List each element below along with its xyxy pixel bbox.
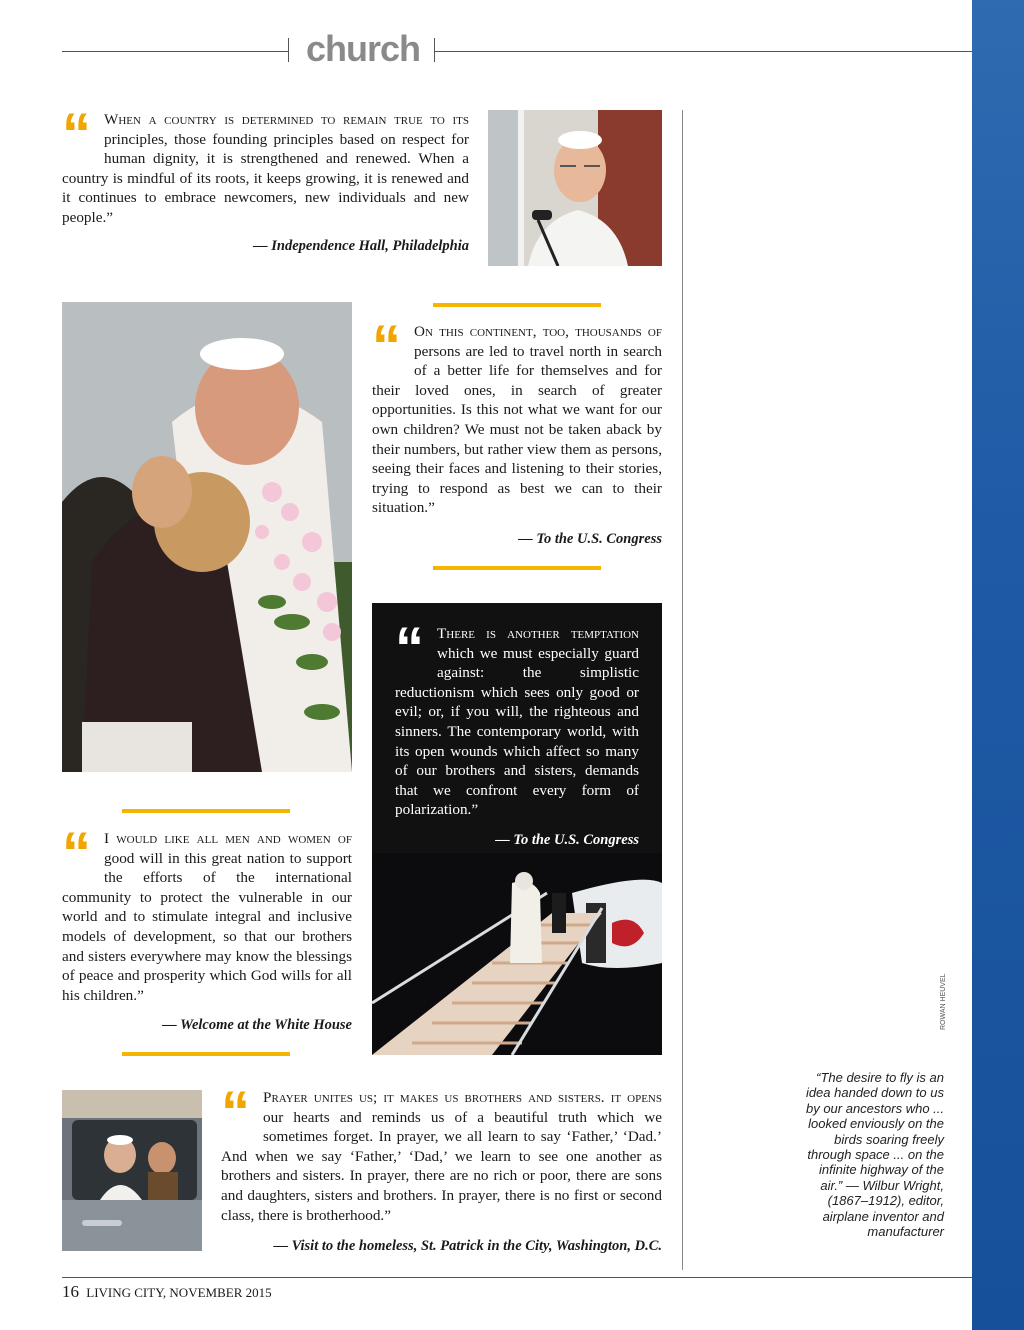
header-rule-left: [62, 51, 288, 52]
quote-attribution: — Welcome at the White House: [162, 1017, 352, 1033]
photo-pope-embrace: [62, 302, 352, 772]
quote-attribution: — Independence Hall, Philadelphia: [253, 238, 469, 254]
photo-pope-boarding-plane: [372, 853, 662, 1055]
quote-attribution: — To the U.S. Congress: [495, 832, 639, 848]
header-tick-left: [288, 38, 289, 62]
quote-mark-icon: “: [62, 821, 91, 886]
quote-mark-icon: “: [221, 1080, 250, 1145]
quote-attribution: — To the U.S. Congress: [518, 531, 662, 547]
quote-mark-icon: “: [395, 616, 424, 681]
quote-independence-hall: [62, 102, 469, 228]
quote-body: good will in this great nation to support the efforts of the international community to protect the vulnerable in our world and to stimulate integral and inclusive models of development, so that our brothers and sisters everywhere may know the blessings of peace and prosperity which God wills for all his children.”: [62, 849, 352, 1004]
yellow-rule-top: [122, 809, 290, 813]
quote-prayer: [221, 1080, 662, 1225]
header-tick-right: [434, 38, 435, 62]
publication-line: LIVING CITY, NOVEMBER 2015: [86, 1285, 272, 1300]
quote-lead: On this continent, too, thousands of: [414, 323, 662, 340]
photo-credit: ROWAN HEUVEL: [940, 973, 947, 1030]
quote-attribution: — Visit to the homeless, St. Patrick in the City, Washington, D.C.: [273, 1238, 662, 1254]
quote-body: principles, those founding principles based on respect for human dignity, it is strengthened and renewed. When a country is mindful of its roots, it keeps growing, it is renewed and it continues to embrace newcomers, new individuals and new people.”: [62, 130, 469, 226]
quote-lead: There is another temptation: [437, 625, 639, 642]
yellow-rule-top: [433, 303, 601, 307]
quote-body: persons are led to travel north in search of a better life for themselves and for their loved ones, in search of greater opportunities. Is this not what we want for our own children? We must not be taken aback by their numbers, but rather view them as persons, seeing their faces and listening to their stories, trying to respond as best we can to their situation.”: [372, 342, 662, 517]
footer-folio: [62, 1282, 272, 1302]
photo-pope-in-car: [62, 1090, 202, 1251]
quote-mark-icon: “: [372, 314, 401, 379]
quote-body: which we must especially guard against: the simplistic reductionism which sees only good or evil; or, if you will, the righteous and sinners. The contemporary world, with its open wounds which affect so many of our brothers and sisters, demands that we confront every form of polarization.”: [395, 644, 639, 819]
quote-congress-migration: [372, 314, 662, 518]
footer-rule: [62, 1277, 972, 1278]
page-number: 16: [62, 1282, 79, 1301]
sidebar-quote-wilbur-wright: “The desire to fly is an idea handed down to us by our ancestors who ... looked enviously on the birds soaring freely through space ... on the infinite highway of the air.” — Wilbur Wright, (1867–1912), editor, airplane inventor and manufacturer: [805, 1070, 944, 1240]
quote-lead: I would like all men and women of: [104, 830, 352, 847]
yellow-rule-bottom: [122, 1052, 290, 1056]
header-rule-right: [435, 51, 972, 52]
yellow-rule-bottom: [433, 566, 601, 570]
quote-body: our hearts and reminds us of a beautiful truth which we sometimes forget. In prayer, we all learn to say ‘Father,’ ‘Dad.’ And when we say ‘Father,’ ‘Dad,’ we learn to see one another as brothers and sisters. In prayer, there are no rich or poor, there are sons and daughters, sisters and brothers. In prayer, there is no first or second class, there is brotherhood.”: [221, 1108, 662, 1224]
side-color-bar: [972, 0, 1024, 1330]
quote-congress-polarization: [395, 616, 639, 820]
quote-white-house: [62, 821, 352, 1005]
quote-lead: Prayer unites us; it makes us brothers and sisters. it opens: [263, 1089, 662, 1106]
column-divider: [682, 110, 683, 1270]
photo-pope-microphone: [488, 110, 662, 266]
quote-mark-icon: “: [62, 102, 91, 167]
section-title: church: [306, 28, 421, 69]
quote-lead: When a country is determined to remain true to its: [104, 111, 469, 128]
